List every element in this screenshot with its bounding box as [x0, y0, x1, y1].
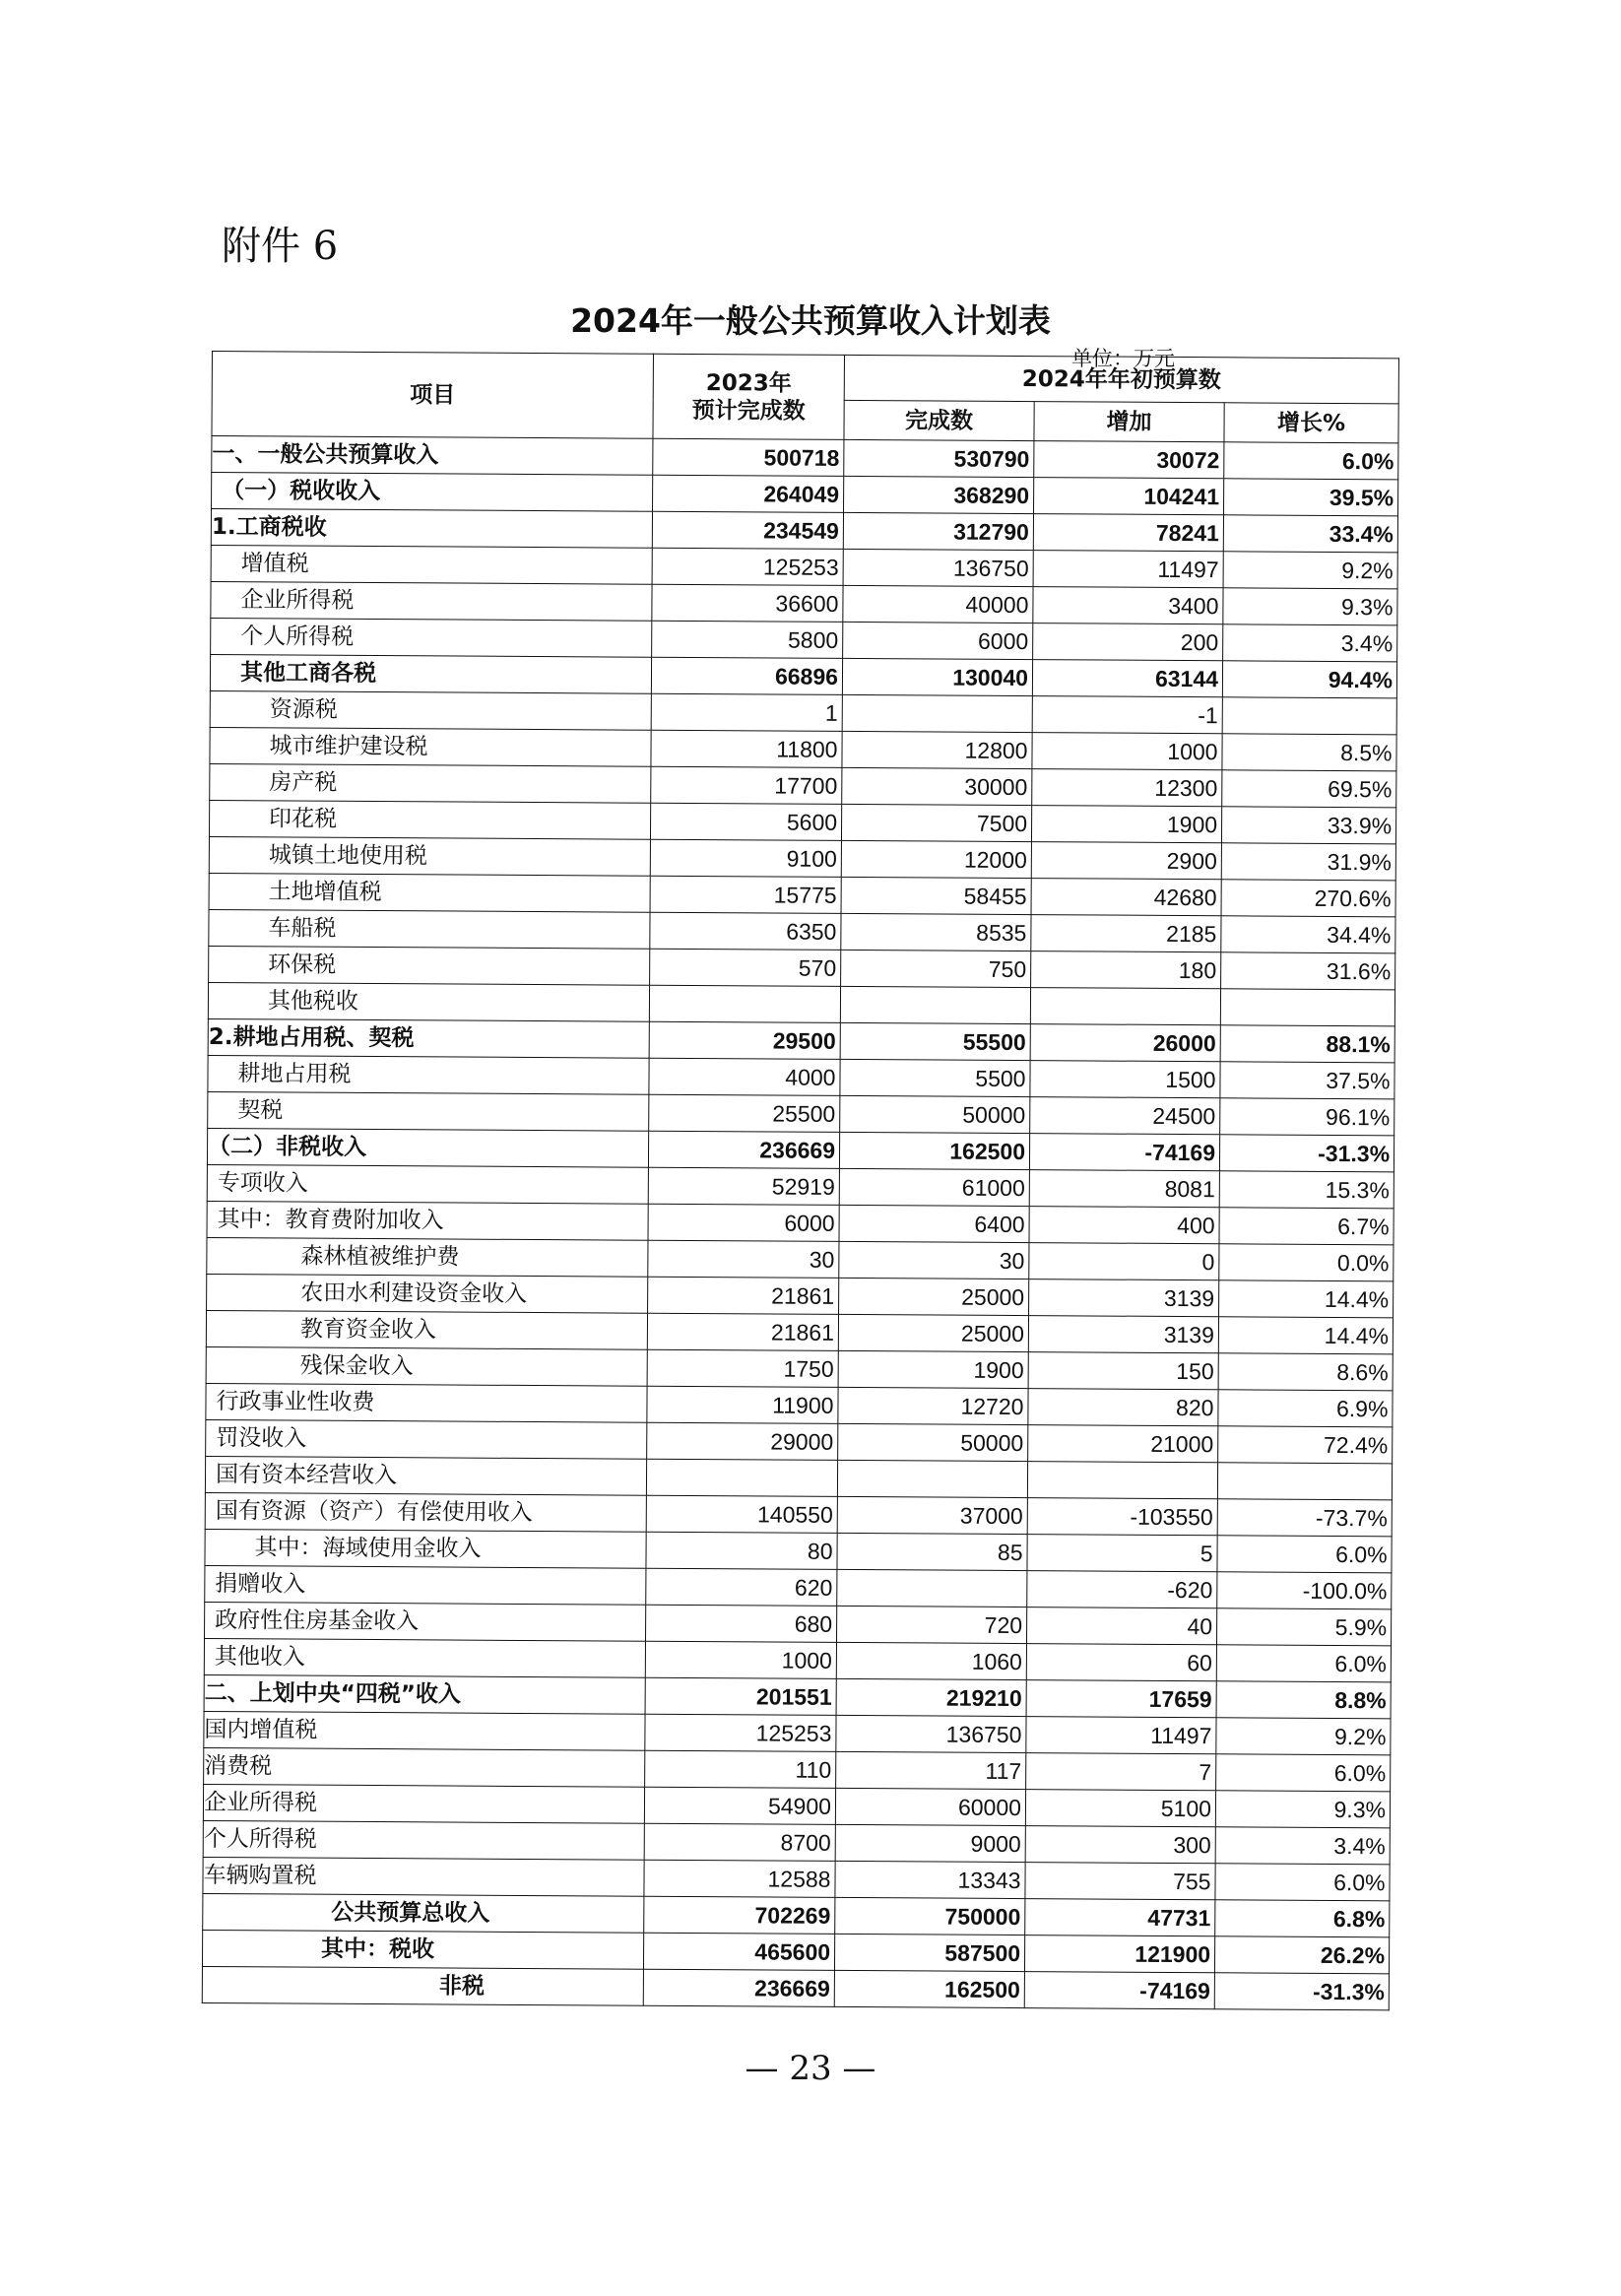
value-increase: 12300	[1032, 769, 1222, 807]
row-label: 资源税	[210, 690, 651, 730]
value-done: 117	[836, 1751, 1026, 1789]
header-2024-group: 2024年年初预算数	[844, 355, 1398, 403]
value-increase: 300	[1025, 1826, 1215, 1864]
value-growth: 94.4%	[1222, 661, 1396, 698]
value-2023: 21861	[648, 1277, 839, 1314]
row-label: 车船税	[209, 909, 650, 949]
row-label: 城市维护建设税	[210, 727, 651, 766]
value-2023: 29000	[647, 1422, 838, 1460]
value-increase: 40	[1026, 1607, 1216, 1645]
row-label: 其他收入	[204, 1638, 645, 1677]
value-2023: 5800	[652, 621, 843, 658]
value-increase: 11497	[1026, 1717, 1216, 1754]
value-done: 61000	[839, 1168, 1029, 1206]
value-2023: 66896	[651, 657, 842, 694]
value-done: 12800	[842, 731, 1032, 768]
value-2023	[649, 985, 840, 1022]
value-2023: 80	[646, 1532, 837, 1569]
value-increase: 24500	[1030, 1097, 1220, 1135]
value-2023: 500718	[653, 438, 844, 476]
value-2023: 6350	[650, 912, 841, 950]
value-growth: 6.0%	[1216, 1645, 1391, 1682]
value-increase	[1027, 1462, 1217, 1499]
value-2023: 570	[650, 949, 841, 986]
value-done: 12720	[838, 1387, 1028, 1424]
value-increase: 47731	[1025, 1899, 1215, 1936]
value-2023: 9100	[650, 839, 841, 877]
value-2023: 140550	[646, 1495, 837, 1533]
row-label: 土地增值税	[209, 873, 650, 912]
value-done: 530790	[844, 439, 1034, 477]
value-2023: 15775	[650, 876, 841, 913]
value-increase: 42680	[1031, 879, 1221, 916]
value-increase: -103550	[1027, 1498, 1217, 1536]
value-increase: -74169	[1029, 1134, 1219, 1171]
value-2023: 25500	[649, 1094, 840, 1132]
value-done: 30	[839, 1241, 1029, 1279]
value-done: 9000	[835, 1824, 1025, 1862]
row-label: 二、上划中央“四税”收入	[204, 1674, 645, 1714]
value-done: 6400	[839, 1205, 1029, 1242]
value-done: 5500	[840, 1059, 1030, 1096]
value-growth: 6.7%	[1219, 1208, 1394, 1245]
value-growth	[1220, 989, 1394, 1026]
value-increase: 63144	[1032, 660, 1222, 697]
value-increase: 1900	[1031, 806, 1221, 843]
row-label: 非税	[202, 1966, 643, 2005]
value-growth: 14.4%	[1218, 1317, 1393, 1354]
value-increase: 0	[1029, 1243, 1219, 1280]
value-growth: 8.6%	[1218, 1353, 1393, 1391]
value-increase: -1	[1032, 696, 1222, 734]
row-label: 2.耕地占用税、契税	[208, 1018, 649, 1058]
value-2023: 11800	[651, 730, 842, 767]
value-growth: 3.4%	[1215, 1827, 1390, 1865]
value-growth: 14.4%	[1219, 1280, 1394, 1318]
row-label: 增值税	[211, 545, 652, 584]
attachment-label: 附件 6	[222, 224, 339, 269]
value-growth: 270.6%	[1221, 880, 1395, 917]
value-done	[837, 1569, 1027, 1607]
row-label: 消费税	[204, 1747, 645, 1787]
value-growth: 9.3%	[1215, 1791, 1390, 1828]
value-increase: 3400	[1033, 587, 1223, 624]
value-2023: 236669	[643, 1969, 834, 2006]
budget-table	[202, 351, 1399, 2010]
header-item: 项目	[212, 352, 654, 439]
value-2023: 29500	[649, 1021, 840, 1059]
row-label: 其中：海域使用金收入	[205, 1529, 646, 1568]
row-label: 捐赠收入	[205, 1565, 646, 1605]
value-2023: 52919	[648, 1167, 839, 1205]
row-label: 专项收入	[207, 1164, 648, 1204]
value-growth: 15.3%	[1219, 1171, 1394, 1209]
value-growth: 0.0%	[1219, 1244, 1394, 1281]
value-growth: -73.7%	[1217, 1499, 1392, 1537]
value-growth: 6.0%	[1224, 442, 1398, 480]
value-done: 587500	[834, 1934, 1024, 1971]
value-done: 750	[841, 950, 1031, 987]
value-increase: 200	[1033, 623, 1223, 661]
row-label: 罚没收入	[206, 1419, 647, 1459]
value-done: 750000	[835, 1897, 1025, 1935]
value-done	[837, 1460, 1027, 1497]
row-label: 车辆购置税	[203, 1857, 644, 1896]
value-increase: 400	[1029, 1207, 1219, 1244]
value-done: 13343	[835, 1861, 1025, 1898]
value-increase: 1500	[1030, 1061, 1220, 1098]
value-2023: 4000	[649, 1058, 840, 1095]
value-growth	[1217, 1463, 1392, 1500]
row-label: 森林植被维护费	[207, 1237, 648, 1277]
value-2023: 5600	[650, 803, 841, 840]
unit-label: 单位：万元	[1071, 347, 1175, 370]
row-label: 契税	[208, 1091, 649, 1131]
value-2023: 30	[648, 1240, 839, 1278]
value-increase: 1000	[1032, 733, 1222, 770]
value-done: 30000	[842, 767, 1032, 805]
row-label: 其他税收	[208, 982, 649, 1021]
value-2023: 234549	[652, 511, 843, 549]
value-growth: 3.4%	[1223, 624, 1397, 662]
row-label: 环保税	[209, 946, 650, 985]
page-number: — 23 —	[745, 2049, 876, 2088]
value-done: 368290	[844, 476, 1034, 513]
value-2023: 125253	[645, 1714, 836, 1751]
value-2023: 264049	[653, 475, 844, 512]
value-increase: 5	[1027, 1535, 1217, 1572]
value-growth: 34.4%	[1221, 916, 1395, 953]
value-done: 219210	[836, 1678, 1026, 1716]
value-growth: 9.2%	[1216, 1718, 1391, 1755]
value-increase: 7	[1026, 1753, 1216, 1791]
row-label: 政府性住房基金收入	[205, 1602, 646, 1641]
header-growth: 增长%	[1224, 403, 1398, 443]
value-increase: 820	[1028, 1389, 1218, 1426]
value-2023: 125253	[652, 548, 843, 585]
row-label: 一、一般公共预算收入	[212, 436, 653, 476]
value-done: 25000	[839, 1278, 1029, 1315]
value-growth: 6.9%	[1218, 1390, 1393, 1427]
value-increase: -620	[1027, 1571, 1217, 1608]
row-label: （二）非税收入	[207, 1128, 648, 1167]
value-increase: 121900	[1024, 1935, 1214, 1973]
row-label: 城镇土地使用税	[209, 836, 650, 876]
value-growth: 9.2%	[1223, 552, 1397, 589]
value-2023	[646, 1459, 837, 1496]
value-done: 162500	[834, 1970, 1024, 2007]
value-done: 162500	[839, 1132, 1029, 1169]
value-increase: 150	[1028, 1352, 1218, 1390]
value-growth: -31.3%	[1219, 1135, 1394, 1172]
value-done: 720	[837, 1606, 1027, 1643]
value-done: 7500	[841, 804, 1031, 841]
value-growth: 33.9%	[1221, 807, 1395, 844]
value-increase: 2900	[1031, 842, 1221, 880]
row-label: 企业所得税	[203, 1784, 644, 1823]
value-done: 12000	[841, 840, 1031, 878]
row-label: 国内增值税	[204, 1711, 645, 1750]
row-label: 1.工商税收	[211, 509, 652, 549]
row-label: 个人所得税	[211, 618, 652, 657]
value-growth: 8.5%	[1222, 734, 1396, 771]
row-label: 行政事业性收费	[206, 1383, 647, 1422]
value-increase: 8081	[1029, 1170, 1219, 1208]
value-increase: 5100	[1025, 1790, 1215, 1827]
value-increase: 104241	[1034, 478, 1224, 515]
value-growth: 88.1%	[1220, 1025, 1394, 1063]
row-label: 其中：税收	[202, 1930, 643, 1969]
value-growth: 6.8%	[1215, 1900, 1390, 1937]
row-label: 国有资本经营收入	[205, 1456, 646, 1495]
row-label: （一）税收收入	[212, 473, 653, 512]
value-increase	[1030, 988, 1220, 1025]
value-increase: 30072	[1034, 441, 1224, 479]
value-done: 136750	[843, 549, 1033, 586]
value-2023: 54900	[644, 1787, 835, 1824]
value-done: 85	[837, 1533, 1027, 1570]
value-2023: 1750	[647, 1349, 838, 1387]
value-increase: 755	[1025, 1863, 1215, 1900]
table-row	[202, 1966, 1389, 2009]
value-growth: 8.8%	[1216, 1681, 1391, 1719]
row-label: 耕地占用税	[208, 1055, 649, 1094]
row-label: 印花税	[209, 800, 650, 839]
value-2023: 21861	[647, 1313, 838, 1350]
value-done: 1060	[836, 1642, 1026, 1679]
budget-table-wrapper	[202, 351, 1398, 2010]
value-increase: -74169	[1024, 1972, 1214, 2009]
value-done: 50000	[838, 1423, 1028, 1461]
row-label: 其中：教育费附加收入	[207, 1201, 648, 1240]
header-done: 完成数	[844, 400, 1034, 440]
value-growth: 72.4%	[1218, 1426, 1393, 1464]
value-done	[842, 694, 1032, 732]
value-done: 37000	[837, 1496, 1027, 1534]
value-2023: 11900	[647, 1386, 838, 1423]
value-increase: 3139	[1028, 1316, 1218, 1353]
value-growth: 31.6%	[1221, 952, 1395, 990]
value-2023: 680	[646, 1605, 837, 1642]
value-growth: 9.3%	[1223, 588, 1397, 625]
header-2023: 2023年 预计完成数	[653, 354, 845, 439]
value-done: 6000	[843, 622, 1033, 659]
value-increase: 11497	[1033, 551, 1223, 588]
value-increase: 17659	[1026, 1680, 1216, 1718]
value-done: 312790	[843, 512, 1033, 550]
value-2023: 6000	[648, 1204, 839, 1241]
row-label: 其他工商各税	[210, 654, 651, 693]
page-title: 2024年一般公共预算收入计划表	[570, 301, 1051, 340]
value-increase: 180	[1031, 951, 1221, 989]
value-growth: -31.3%	[1214, 1973, 1389, 2010]
value-growth: 5.9%	[1216, 1608, 1391, 1646]
value-done: 58455	[841, 877, 1031, 914]
value-2023: 465600	[643, 1933, 834, 1970]
value-2023: 110	[645, 1750, 836, 1788]
value-done	[840, 986, 1030, 1023]
value-2023: 8700	[644, 1823, 835, 1861]
value-2023: 1	[651, 693, 842, 731]
value-done: 55500	[840, 1022, 1030, 1060]
value-growth: -100.0%	[1217, 1572, 1392, 1609]
value-done: 50000	[840, 1095, 1030, 1133]
value-growth: 69.5%	[1222, 770, 1396, 808]
value-increase: 78241	[1033, 514, 1223, 552]
value-2023: 620	[646, 1568, 837, 1606]
value-growth: 37.5%	[1220, 1062, 1394, 1099]
value-2023: 12588	[644, 1860, 835, 1897]
row-label: 教育资金收入	[206, 1310, 647, 1349]
value-growth: 31.9%	[1221, 843, 1395, 881]
value-done: 136750	[836, 1715, 1026, 1752]
value-increase: 26000	[1030, 1024, 1220, 1062]
value-growth: 39.5%	[1224, 479, 1398, 516]
value-done: 1900	[838, 1350, 1028, 1388]
row-label: 农田水利建设资金收入	[207, 1274, 648, 1313]
row-label: 企业所得税	[211, 581, 652, 621]
value-2023: 36600	[652, 584, 843, 622]
value-done: 8535	[841, 913, 1031, 951]
value-growth: 96.1%	[1220, 1098, 1394, 1136]
value-increase: 2185	[1031, 915, 1221, 952]
row-label: 公共预算总收入	[203, 1893, 644, 1933]
value-2023: 17700	[651, 766, 842, 804]
value-growth: 6.0%	[1217, 1536, 1392, 1573]
value-done: 130040	[842, 658, 1032, 695]
row-label: 个人所得税	[203, 1820, 644, 1860]
value-increase: 21000	[1028, 1425, 1218, 1463]
value-growth	[1222, 697, 1396, 735]
value-2023: 1000	[645, 1641, 836, 1678]
value-growth: 33.4%	[1223, 515, 1397, 553]
value-2023: 236669	[648, 1131, 839, 1168]
value-increase: 60	[1026, 1644, 1216, 1681]
value-done: 25000	[838, 1314, 1028, 1351]
value-done: 60000	[835, 1788, 1025, 1825]
value-2023: 702269	[644, 1896, 835, 1934]
value-2023: 201551	[645, 1677, 836, 1715]
row-label: 房产税	[210, 763, 651, 803]
row-label: 国有资源（资产）有偿使用收入	[205, 1492, 646, 1532]
header-increase: 增加	[1034, 402, 1224, 442]
value-done: 40000	[843, 585, 1033, 623]
value-growth: 26.2%	[1214, 1936, 1389, 1974]
value-growth: 6.0%	[1215, 1864, 1390, 1901]
value-increase: 3139	[1029, 1279, 1219, 1317]
row-label: 残保金收入	[206, 1346, 647, 1386]
value-growth: 6.0%	[1216, 1754, 1391, 1792]
